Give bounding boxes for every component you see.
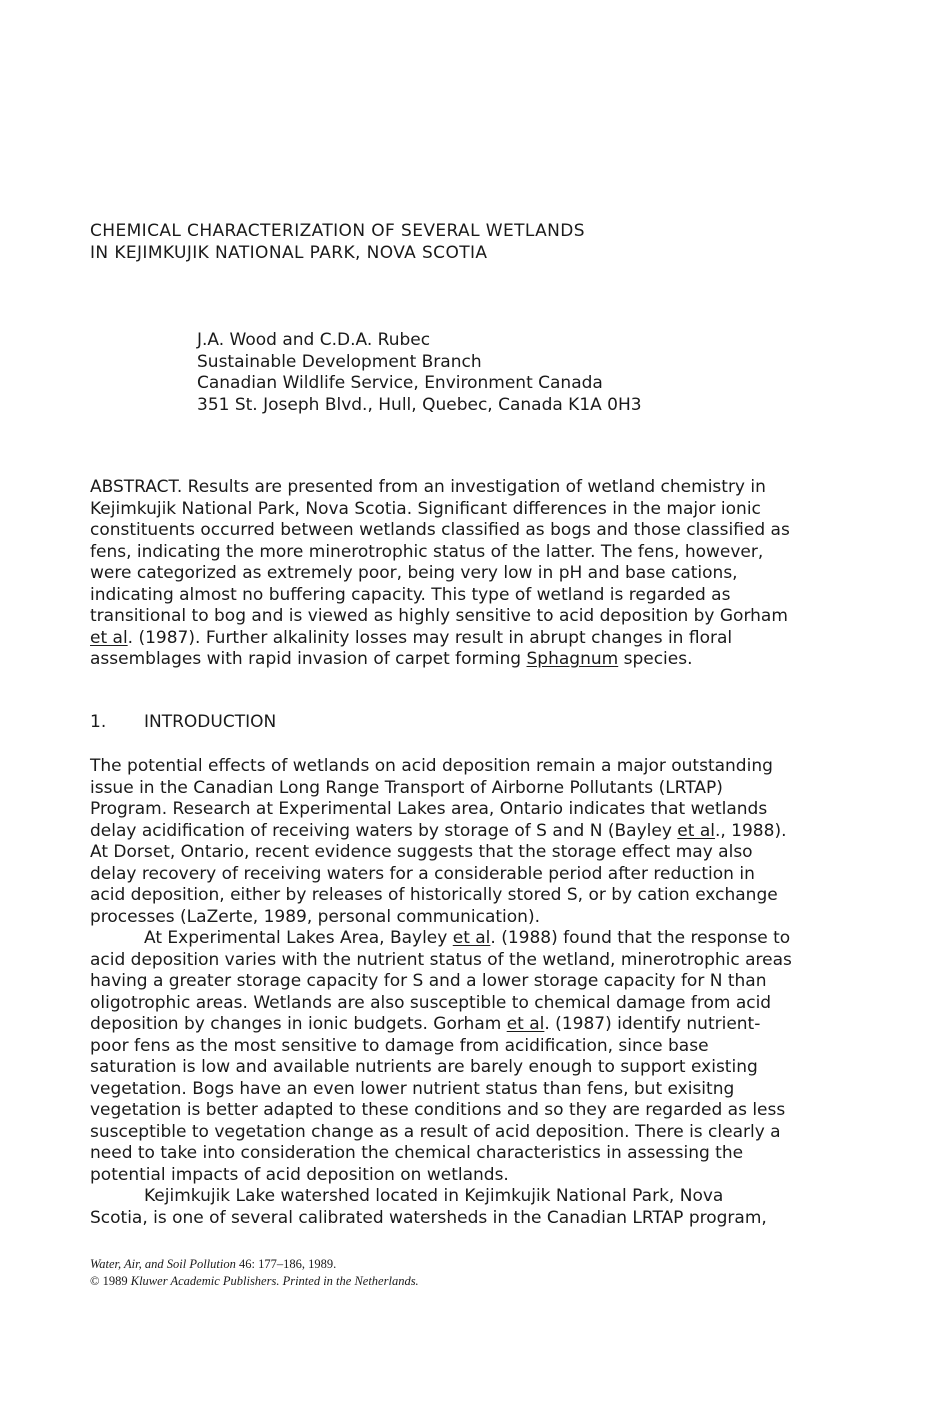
body-line: Program. Research at Experimental Lakes area, Ontario indicates that wetlands	[90, 799, 768, 819]
abstract-line: constituents occurred between wetlands classified as bogs and those classified as	[90, 520, 790, 540]
title-line-1: CHEMICAL CHARACTERIZATION OF SEVERAL WETLANDS	[90, 221, 585, 241]
section-heading-introduction	[90, 712, 276, 734]
abstract-line: transitional to bog and is viewed as highly sensitive to acid deposition by Gorham	[90, 606, 788, 626]
abstract	[90, 477, 860, 671]
publisher-name: Kluwer Academic Publishers. Printed in the Netherlands.	[130, 1274, 419, 1288]
body-line: saturation is low and available nutrients are barely enough to support existing	[90, 1057, 758, 1077]
abstract-line: were categorized as extremely poor, being very low in pH and base cations,	[90, 563, 738, 583]
citation-et-al: et al	[90, 627, 128, 648]
copyright-symbol-year: © 1989	[90, 1274, 131, 1288]
genus-sphagnum: Sphagnum	[526, 649, 619, 669]
body-text: ., 1988).	[714, 820, 787, 841]
body-line: acid deposition varies with the nutrient status of the wetland, minerotrophic areas	[90, 949, 792, 970]
abstract-line	[90, 649, 860, 671]
title-line-2: IN KEJIMKUJIK NATIONAL PARK, NOVA SCOTIA	[90, 243, 488, 263]
author-block	[197, 330, 897, 416]
body-line: acid deposition, either by releases of historically stored S, or by cation exchange	[90, 885, 778, 905]
body-line: oligotrophic areas. Wetlands are also susceptible to chemical damage from acid	[90, 992, 772, 1013]
body-line: delay recovery of receiving waters for a considerable period after reduction in	[90, 863, 755, 884]
body-text: . (1988) found that the response to	[490, 928, 791, 948]
publication-footer	[90, 1256, 419, 1290]
body-line: issue in the Canadian Long Range Transport of Airborne Pollutants (LRTAP)	[90, 777, 723, 798]
body-line: susceptible to vegetation change as a result of acid deposition. There is clearly a	[90, 1121, 781, 1142]
section-number: 1.	[90, 712, 107, 732]
body-line: At Dorset, Ontario, recent evidence suggests that the storage effect may also	[90, 842, 753, 862]
author-address: 351 St. Joseph Blvd., Hull, Quebec, Canada K1A 0H3	[197, 394, 642, 415]
abstract-line: Kejimkujik National Park, Nova Scotia. Significant differences in the major ionic	[90, 498, 761, 519]
body-line: The potential effects of wetlands on acid deposition remain a major outstanding	[90, 756, 773, 776]
body-text: . (1987) identify nutrient-	[544, 1014, 761, 1034]
body-line: processes (LaZerte, 1989, personal communication).	[90, 906, 540, 927]
body-line	[90, 821, 870, 843]
citation-et-al: et al	[452, 928, 491, 948]
body-text: delay acidification of receiving waters by storage of S and N (Bayley	[90, 820, 678, 841]
body-text: deposition by changes in ionic budgets. Gorham	[90, 1014, 507, 1034]
abstract-line	[90, 628, 860, 650]
paper-title	[90, 220, 910, 264]
body-text: At Experimental Lakes Area, Bayley	[144, 928, 453, 948]
abstract-text: assemblages with rapid invasion of carpet forming	[90, 649, 527, 669]
abstract-line: fens, indicating the more minerotrophic status of the latter. The fens, however,	[90, 541, 764, 562]
body-line: poor fens as the most sensitive to damage from acidification, since base	[90, 1035, 709, 1056]
author-names: J.A. Wood and C.D.A. Rubec	[197, 330, 431, 350]
body-line: potential impacts of acid deposition on wetlands.	[90, 1164, 509, 1185]
journal-citation	[90, 1256, 419, 1273]
body-line	[90, 928, 870, 950]
body-line: having a greater storage capacity for S and a lower storage capacity for N than	[90, 971, 767, 991]
abstract-line: ABSTRACT. Results are presented from an investigation of wetland chemistry in	[90, 477, 766, 497]
introduction-body	[90, 756, 870, 1229]
body-line: Scotia, is one of several calibrated watersheds in the Canadian LRTAP program,	[90, 1207, 767, 1228]
journal-name: Water, Air, and Soil Pollution	[90, 1257, 236, 1271]
author-agency: Canadian Wildlife Service, Environment Canada	[197, 373, 603, 393]
copyright-line	[90, 1273, 419, 1290]
body-line	[90, 1014, 870, 1036]
body-line: vegetation. Bogs have an even lower nutrient status than fens, but exisitng	[90, 1078, 735, 1099]
body-line: vegetation is better adapted to these conditions and so they are regarded as less	[90, 1100, 786, 1120]
abstract-text: species.	[618, 649, 693, 669]
section-title: INTRODUCTION	[144, 712, 277, 732]
author-branch: Sustainable Development Branch	[197, 351, 482, 372]
body-line: Kejimkujik Lake watershed located in Kejimkujik National Park, Nova	[144, 1186, 724, 1206]
abstract-line: indicating almost no buffering capacity. This type of wetland is regarded as	[90, 584, 731, 605]
body-line: need to take into consideration the chemical characteristics in assessing the	[90, 1143, 744, 1163]
abstract-text: . (1987). Further alkalinity losses may result in abrupt changes in floral	[127, 627, 733, 648]
volume-pages: 46: 177–186, 1989.	[235, 1257, 337, 1271]
citation-et-al: et al	[506, 1014, 545, 1034]
citation-et-al: et al	[677, 820, 715, 841]
